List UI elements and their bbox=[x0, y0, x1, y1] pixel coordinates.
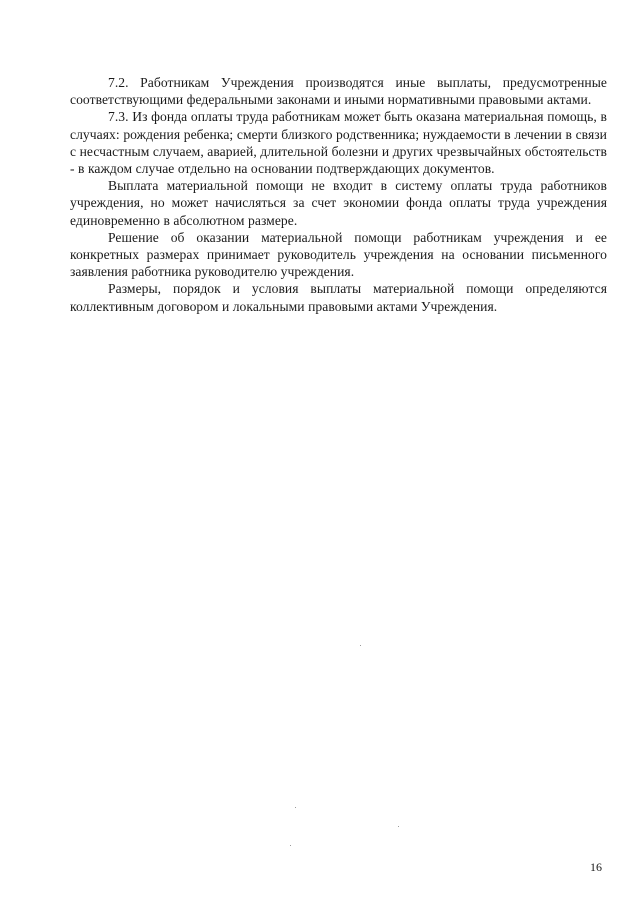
scan-speck bbox=[360, 645, 361, 646]
scan-speck bbox=[295, 807, 296, 808]
paragraph-7-2: 7.2. Работникам Учреждения производятся иные выплаты, предусмотренные соответствующими федеральными законами и иными нормативными правовыми актами. bbox=[70, 75, 607, 108]
paragraph-material-aid-terms: Размеры, порядок и условия выплаты материальной помощи определяются коллективным договором и локальными правовыми актами Учреждения. bbox=[70, 281, 607, 314]
paragraph-7-3: 7.3. Из фонда оплаты труда работникам может быть оказана материальная помощь, в случаях: рождения ребенка; смерти близкого родственника; нуждаемости в лечении в связи с несчастным случаем, аварией, длительной болезни и других чрезвычайных обстоятельств - в каждом случае отдельно на основании подтверждающих документов. bbox=[70, 109, 607, 177]
scan-speck bbox=[290, 845, 291, 846]
document-body bbox=[70, 74, 607, 315]
paragraph-material-aid-payment: Выплата материальной помощи не входит в систему оплаты труда работников учреждения, но может начисляться за счет экономии фонда оплаты труда учреждения единовременно в абсолютном размере. bbox=[70, 178, 607, 228]
page-number: 16 bbox=[590, 860, 602, 874]
paragraph-material-aid-decision: Решение об оказании материальной помощи работникам учреждения и ее конкретных размерах принимает руководитель учреждения на основании письменного заявления работника руководителю учреждения. bbox=[70, 229, 607, 280]
scan-speck bbox=[398, 826, 399, 827]
